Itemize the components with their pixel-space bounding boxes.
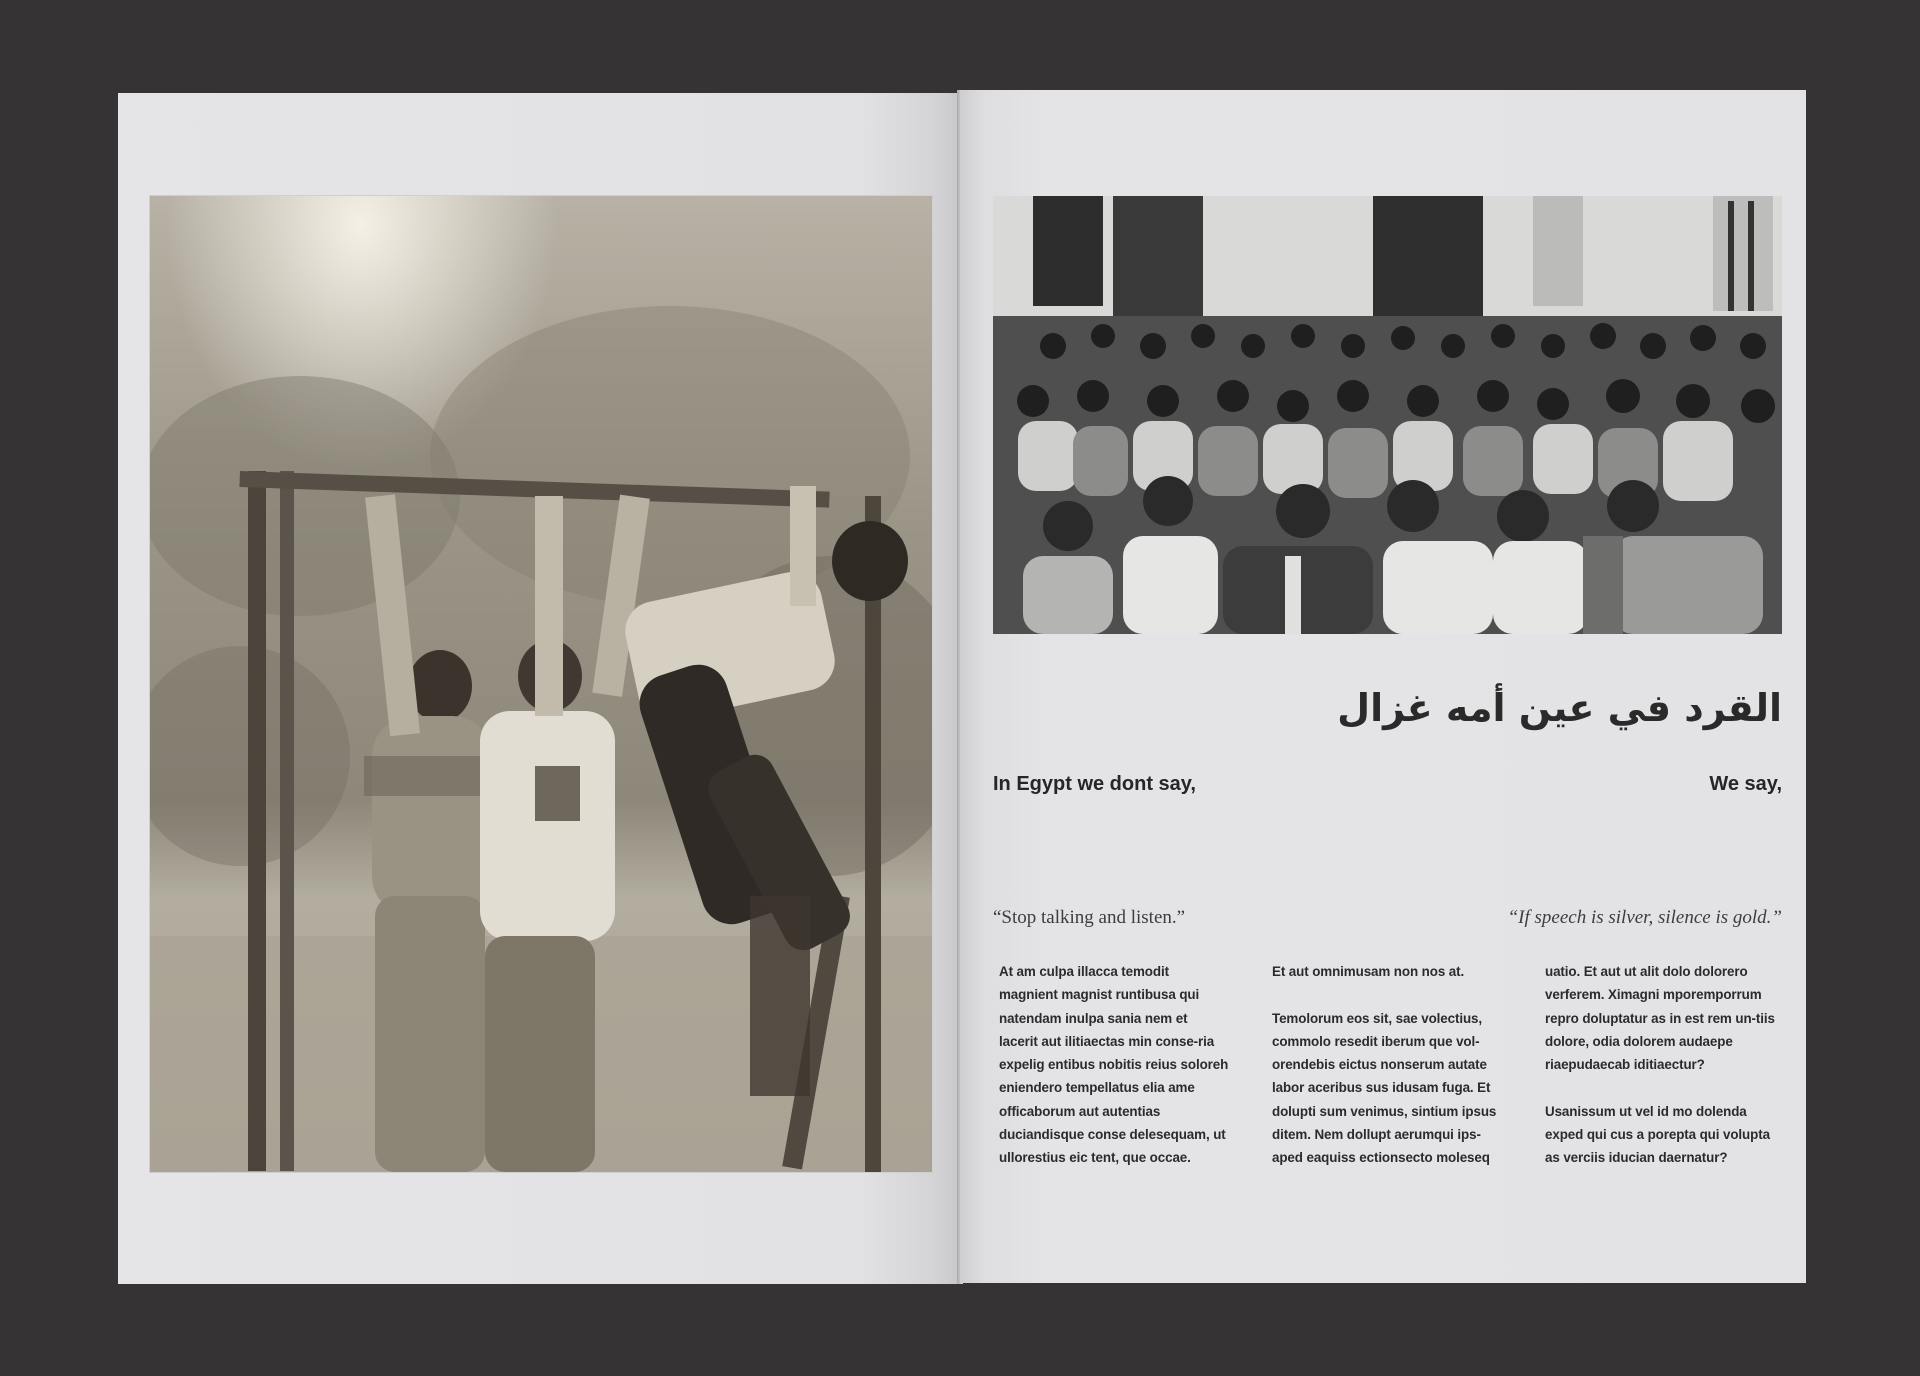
photo-illustration-icon <box>150 196 932 1172</box>
column-2-paragraph-2: Temolorum eos sit, sae volectius, commolo resedit iberum que vol-orendebis eictus nonserum autate labor aceribus sus idusam fuga. Et dolupti sum venimus, sintium ipsus ditem. Nem dollupt aerumqui ips-aped eaquiss ectionsecto moleseq <box>1272 1010 1497 1166</box>
sepia-photo-boys-on-pullup-bar <box>150 196 932 1172</box>
body-column-3 <box>1545 960 1775 1193</box>
audience-photo-icon <box>993 196 1782 634</box>
right-page <box>960 90 1806 1283</box>
body-column-1 <box>999 960 1229 1193</box>
column-3-paragraph-2: Usanissum ut vel id mo dolenda exped qui cus a porepta qui volupta as verciis iducian daernatur? <box>1545 1103 1770 1166</box>
arabic-title: القرد في عين أمه غزال <box>1337 686 1782 730</box>
column-2-paragraph-1: Et aut omnimusam non nos at. <box>1272 964 1465 979</box>
right-heading: We say, <box>1709 773 1782 795</box>
column-3-paragraph-1: uatio. Et aut ut alit dolo dolorero verferem. Ximagni mporemporrum repro doluptatur as in est rem un-tiis dolore, odia dolorem audaepe riaepudaecab iditiaectur? <box>1545 964 1775 1073</box>
bw-photo-seated-audience <box>993 196 1782 634</box>
left-page <box>118 93 959 1284</box>
left-heading: In Egypt we dont say, <box>993 773 1196 795</box>
right-quote: “If speech is silver, silence is gold.” <box>1507 907 1782 928</box>
body-column-2 <box>1272 960 1502 1193</box>
column-1-paragraph-1: At am culpa illacca temodit magnient magnist runtibusa qui natendam inulpa sania nem et lacerit aut ilitiaectas min conse-ria expelig entibus nobitis reius soloreh eniendero tempellatus elia ame officaborum aut autentias duciandisque conse delesequam, ut ullorestius eic tent, que occae. <box>999 964 1229 1166</box>
left-quote: “Stop talking and listen.” <box>993 907 1186 928</box>
